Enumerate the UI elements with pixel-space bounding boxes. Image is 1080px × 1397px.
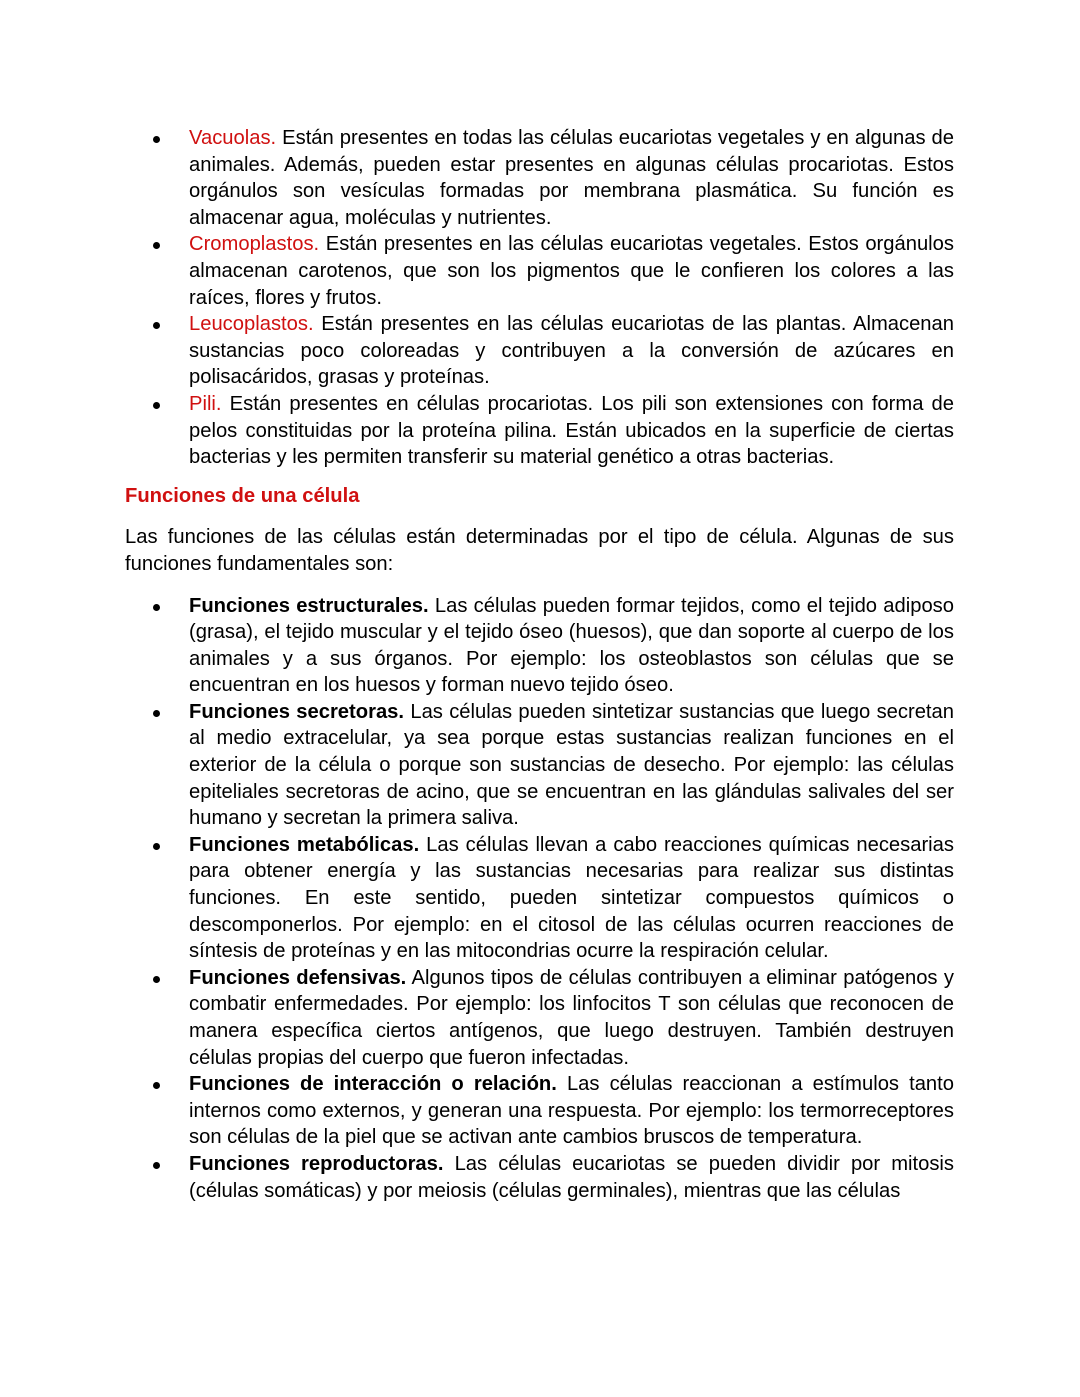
bullet-icon bbox=[153, 242, 160, 249]
bullet-icon bbox=[153, 322, 160, 329]
bullet-icon bbox=[153, 1082, 160, 1089]
function-term: Funciones secretoras. bbox=[189, 700, 405, 723]
function-description: Las células pueden sintetizar sustancias que luego secretan al medio extracelular, ya sea porque estas sustancias realizan funciones en el exterior de la célula o porque son sustancias de desecho. Por ejemplo: las células epiteliales secretoras de acino, que se encuentran en las glándulas salivales del ser humano y secretan la primera saliva. bbox=[189, 700, 954, 830]
bullet-icon bbox=[153, 402, 160, 409]
list-item bbox=[125, 699, 954, 832]
function-description: Las células llevan a cabo reacciones químicas necesarias para obtener energía y las sustancias necesarias para realizar sus distintas funciones. En este sentido, pueden sintetizar compuestos químicos o descomponerlos. Por ejemplo: en el citosol de las células ocurren reacciones de síntesis de proteínas y en las mitocondrias ocurre la respiración celular. bbox=[189, 833, 954, 963]
organelle-description: Están presentes en células procariotas. Los pili son extensiones con forma de pelos constituidas por la proteína pilina. Están ubicados en la superficie de ciertas bacterias y les permiten transferir su material genético a otras bacterias. bbox=[189, 392, 954, 469]
organelle-term: Pili. bbox=[189, 392, 222, 415]
functions-list bbox=[125, 593, 954, 1205]
bullet-icon bbox=[153, 843, 160, 850]
list-item bbox=[125, 1071, 954, 1151]
list-item bbox=[125, 593, 954, 699]
list-item bbox=[125, 965, 954, 1071]
section-heading: Funciones de una célula bbox=[125, 484, 360, 507]
bullet-icon bbox=[153, 710, 160, 717]
organelle-term: Cromoplastos. bbox=[189, 233, 320, 256]
organelle-term: Leucoplastos. bbox=[189, 313, 314, 336]
function-description: Algunos tipos de células contribuyen a eliminar patógenos y combatir enfermedades. Por ejemplo: los linfocitos T son células que reconocen de manera específica ciertos antígenos, que luego destruyen. También destruyen células propias del cuerpo que fueron infectadas. bbox=[189, 966, 954, 1069]
bullet-icon bbox=[153, 1162, 160, 1169]
function-term: Funciones de interacción o relación. bbox=[189, 1073, 557, 1096]
section-intro: Las funciones de las células están determinadas por el tipo de célula. Algunas de sus funciones fundamentales son: bbox=[125, 526, 954, 575]
organelle-description: Están presentes en las células eucariotas vegetales. Estos orgánulos almacenan carotenos, que son los pigmentos que le confieren los colores a las raíces, flores y frutos. bbox=[189, 233, 954, 309]
bullet-icon bbox=[153, 604, 160, 611]
list-item bbox=[125, 231, 954, 311]
list-item bbox=[125, 1151, 954, 1204]
organelle-description: Están presentes en las células eucariotas de las plantas. Almacenan sustancias poco coloreadas y contribuyen a la conversión de azúcares en polisacáridos, grasas y proteínas. bbox=[189, 313, 954, 389]
function-term: Funciones defensivas. bbox=[189, 966, 407, 989]
function-term: Funciones estructurales. bbox=[189, 594, 429, 617]
function-description: Las células pueden formar tejidos, como el tejido adiposo (grasa), el tejido muscular y el tejido óseo (huesos), que dan soporte al cuerpo de los animales y a sus órganos. Por ejemplo: los osteoblastos son células que se encuentran en los huesos y forman nuevo tejido óseo. bbox=[189, 594, 954, 697]
list-item bbox=[125, 391, 954, 471]
function-term: Funciones reproductoras. bbox=[189, 1152, 444, 1175]
organelle-list bbox=[125, 125, 954, 471]
function-description: Las células reaccionan a estímulos tanto internos como externos, y generan una respuesta. Por ejemplo: los termorreceptores son células de la piel que se activan ante cambios bruscos de temperatura. bbox=[189, 1073, 954, 1149]
list-item bbox=[125, 311, 954, 391]
page-content bbox=[125, 125, 954, 1204]
function-term: Funciones metabólicas. bbox=[189, 833, 420, 856]
list-item bbox=[125, 125, 954, 231]
bullet-icon bbox=[153, 976, 160, 983]
bullet-icon bbox=[153, 136, 160, 143]
organelle-term: Vacuolas. bbox=[189, 127, 277, 149]
list-item bbox=[125, 832, 954, 965]
organelle-description: Están presentes en todas las células eucariotas vegetales y en algunas de animales. Además, pueden estar presentes en algunas células procariotas. Estos orgánulos son vesículas formadas por membrana plasmática. Su función es almacenar agua, moléculas y nutrientes. bbox=[189, 127, 954, 229]
function-description: Las células eucariotas se pueden dividir por mitosis (células somáticas) y por meiosis (células germinales), mientras que las células bbox=[189, 1152, 955, 1202]
